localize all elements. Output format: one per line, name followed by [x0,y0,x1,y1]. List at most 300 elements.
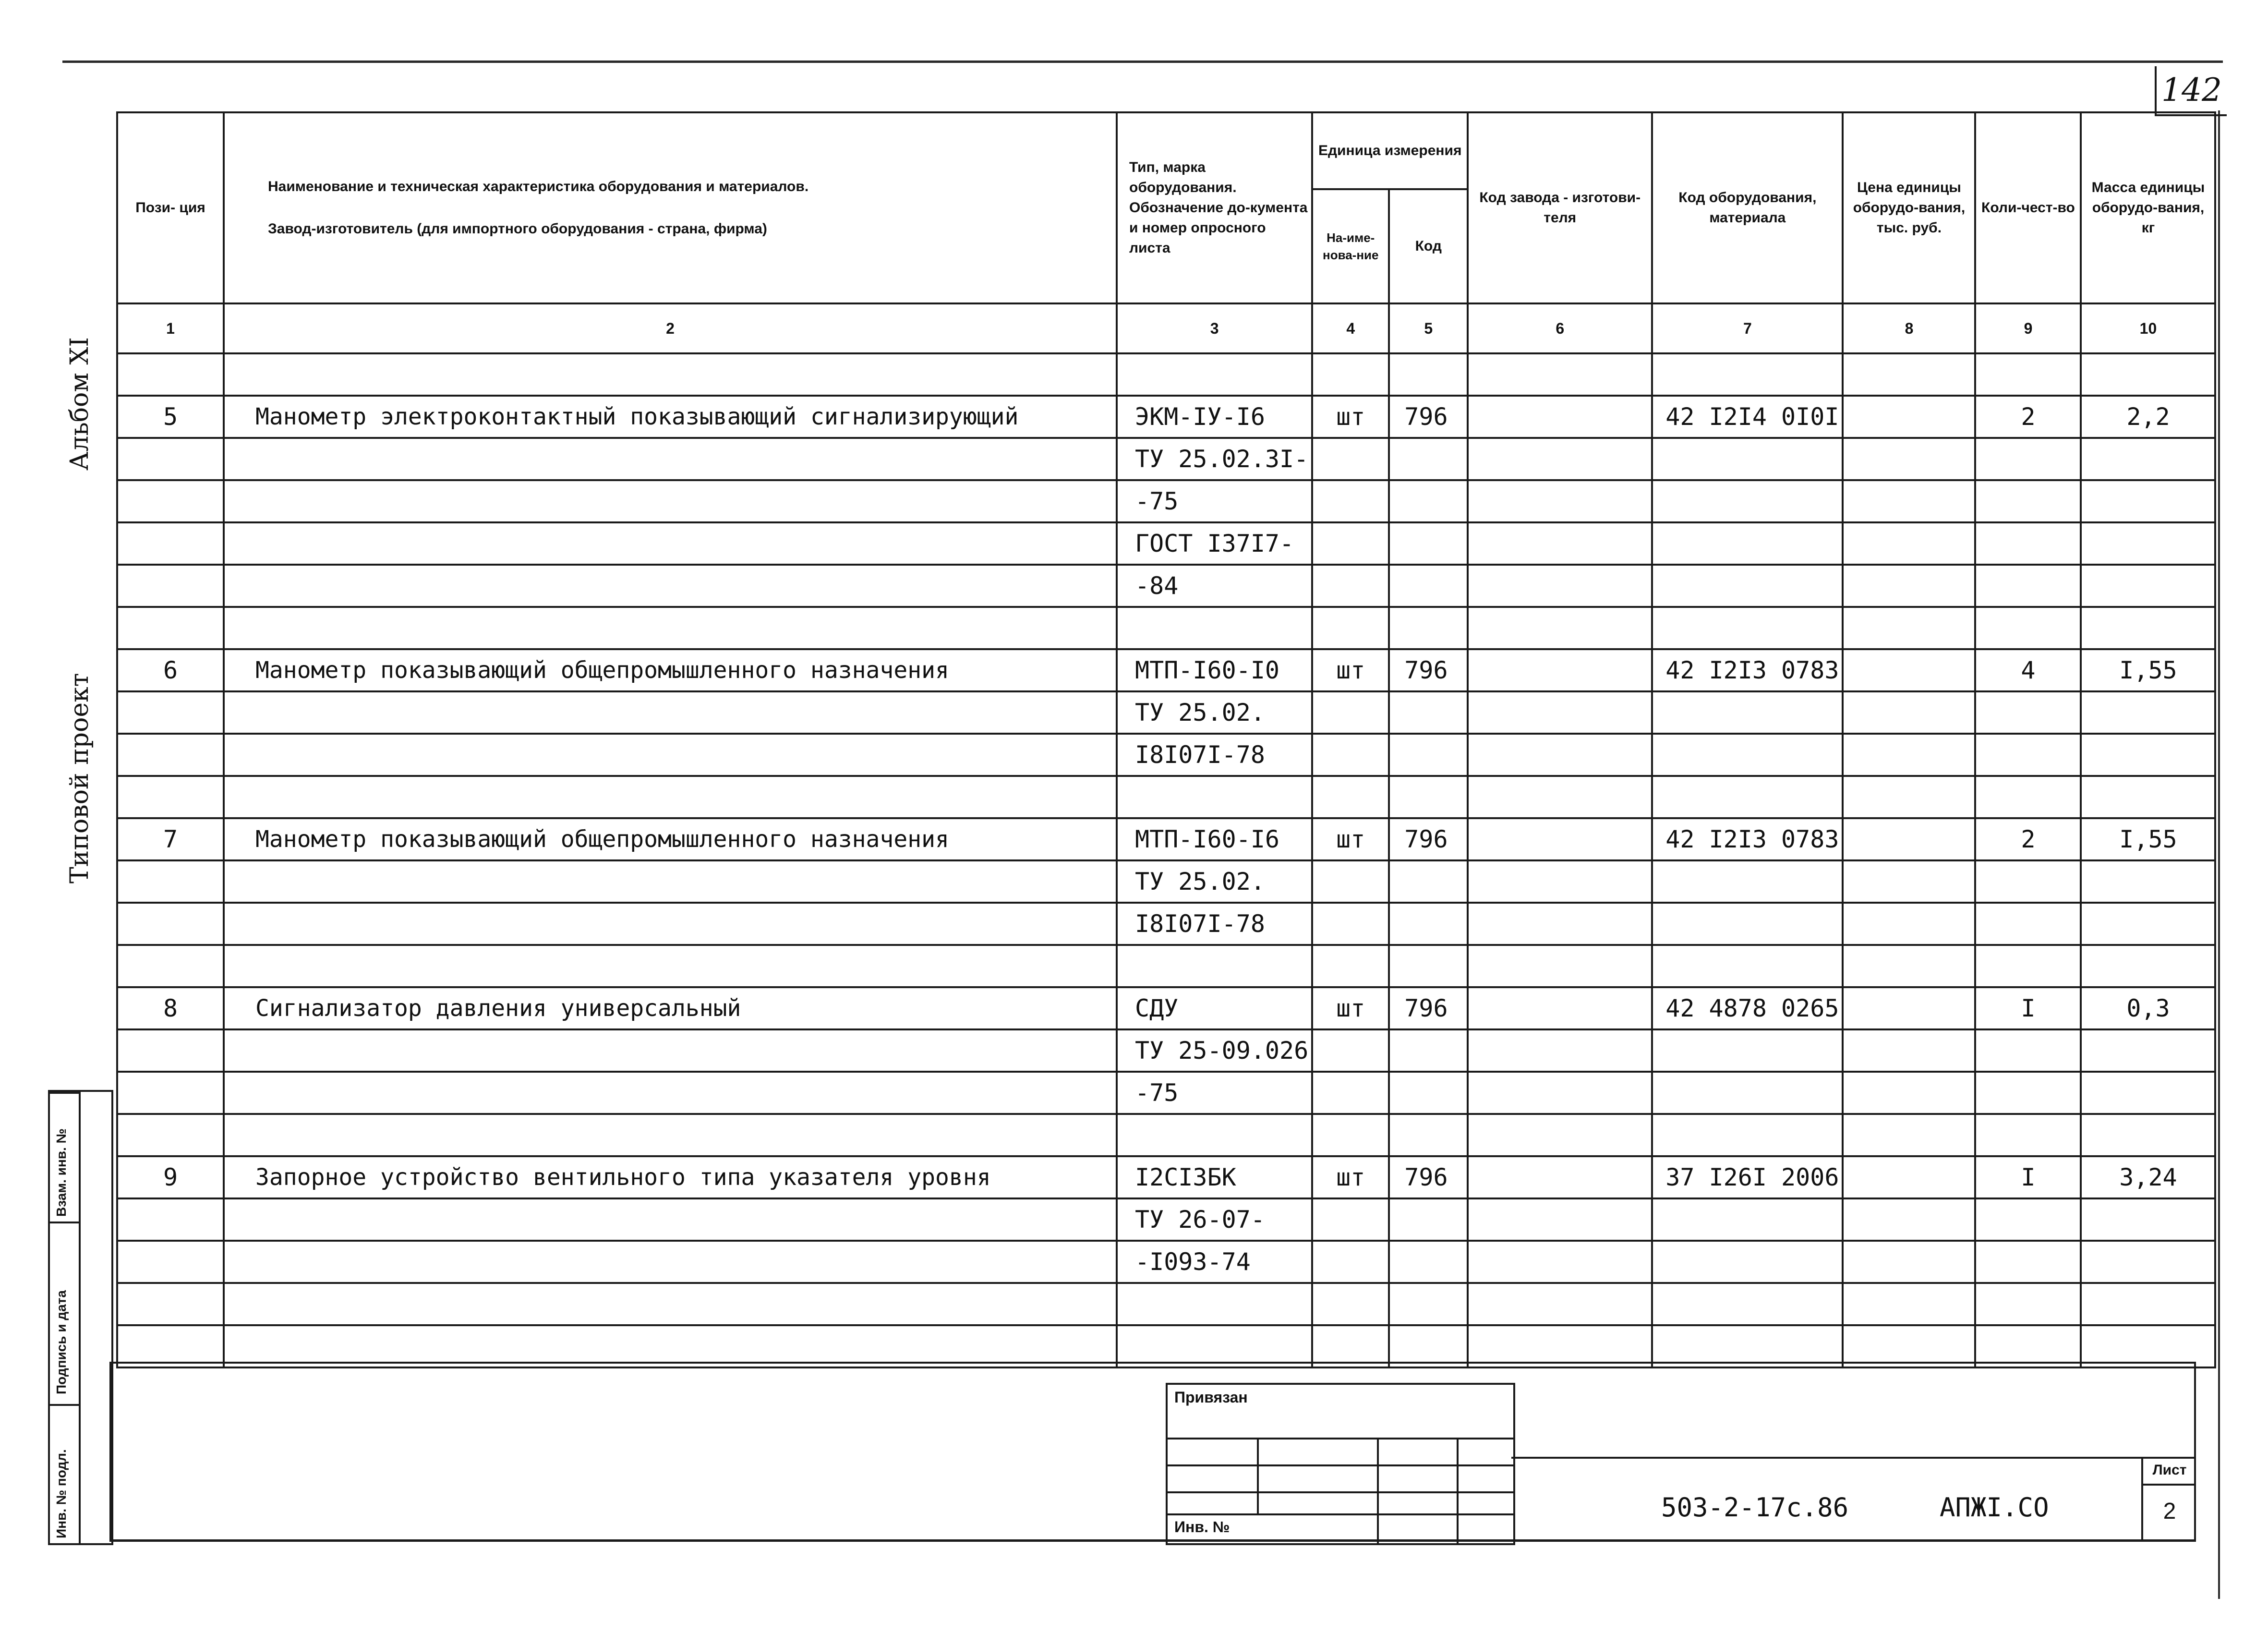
cell-manufacturer-code [1468,396,1652,438]
table-row [117,1283,2215,1325]
cell-price [1843,649,1975,691]
binding-grid-line [1457,1438,1459,1543]
header-price: Цена единицы оборудо-вания, тыс. руб. [1843,112,1975,303]
table-row [117,818,2215,860]
cell-material-code [1652,480,1843,522]
cell-type [1117,1325,1312,1367]
cell-position: 5 [117,396,224,438]
cell-unit-name [1312,734,1389,776]
cell-name [224,734,1117,776]
cell-quantity: 4 [1975,649,2081,691]
cell-unit-code [1389,565,1468,607]
cell-type [1117,945,1312,987]
cell-position [117,438,224,480]
cell-type: МТП-I60-I6 [1117,818,1312,860]
cell-type: I8I07I-78 [1117,734,1312,776]
table-row [117,1072,2215,1114]
cell-manufacturer-code [1468,1283,1652,1325]
cell-manufacturer-code [1468,1114,1652,1156]
cell-unit-code [1389,1325,1468,1367]
cell-unit-code: 796 [1389,818,1468,860]
binding-grid-line [1168,1491,1513,1493]
cell-quantity: 2 [1975,396,2081,438]
cell-position [117,353,224,396]
header-name-line2: Завод-изготовитель (для импортного оборудования - страна, фирма) [268,221,767,237]
cell-name [224,565,1117,607]
cell-price [1843,903,1975,945]
cell-unit-name [1312,1114,1389,1156]
cell-name [224,1114,1117,1156]
cell-unit-code [1389,776,1468,818]
cell-mass: I,55 [2081,818,2215,860]
cell-unit-code [1389,1283,1468,1325]
table-row [117,607,2215,649]
cell-material-code: 42 I2I4 0I0I [1652,396,1843,438]
cell-unit-name [1312,607,1389,649]
header-position: Пози- ция [117,112,224,303]
cell-name [224,945,1117,987]
cell-quantity [1975,776,2081,818]
cell-price [1843,1156,1975,1198]
cell-quantity [1975,1072,2081,1114]
column-number: 5 [1389,303,1468,353]
inventory-number-label: Инв. № [1174,1518,1230,1536]
cell-name [224,480,1117,522]
cell-material-code: 42 4878 0265 [1652,987,1843,1029]
cell-name [224,1325,1117,1367]
table-row [117,649,2215,691]
cell-unit-name [1312,945,1389,987]
cell-position: 7 [117,818,224,860]
cell-unit-code [1389,860,1468,903]
cell-type: ТУ 25.02. [1117,860,1312,903]
cell-position [117,1241,224,1283]
cell-mass [2081,1114,2215,1156]
table-row [117,860,2215,903]
cell-name [224,522,1117,565]
cell-type: ТУ 25.02.3I- [1117,438,1312,480]
top-frame-line [62,60,2223,63]
cell-unit-code [1389,1072,1468,1114]
cell-material-code [1652,353,1843,396]
cell-type: I8I07I-78 [1117,903,1312,945]
cell-unit-name: шт [1312,987,1389,1029]
header-name [224,112,1117,303]
cell-quantity [1975,438,2081,480]
cell-mass [2081,438,2215,480]
cell-unit-name [1312,522,1389,565]
cell-price [1843,1029,1975,1072]
left-stamp [48,1090,113,1545]
cell-position [117,565,224,607]
cell-mass [2081,1198,2215,1241]
binding-block [1166,1383,1515,1545]
cell-type [1117,607,1312,649]
cell-type [1117,776,1312,818]
table-row [117,480,2215,522]
header-unit-code: Код [1389,189,1468,303]
cell-quantity [1975,1114,2081,1156]
cell-price [1843,607,1975,649]
cell-price [1843,353,1975,396]
header-mass: Масса единицы оборудо-вания, кг [2081,112,2215,303]
cell-price [1843,860,1975,903]
cell-type: ТУ 25.02. [1117,691,1312,734]
cell-quantity [1975,691,2081,734]
cell-type: ТУ 26-07- [1117,1198,1312,1241]
cell-position: 8 [117,987,224,1029]
cell-mass [2081,607,2215,649]
stamp-signature-label: Подпись и дата [54,1290,69,1394]
table-row [117,1325,2215,1367]
cell-quantity [1975,1325,2081,1367]
cell-quantity [1975,1198,2081,1241]
cell-quantity [1975,522,2081,565]
cell-mass [2081,1325,2215,1367]
album-title: Альбом XI [65,337,94,471]
table-row [117,522,2215,565]
header-type: Тип, марка оборудования. Обозначение до-кумента и номер опросного листа [1117,112,1312,303]
cell-position [117,734,224,776]
binding-grid-line [1377,1438,1379,1543]
cell-mass: 3,24 [2081,1156,2215,1198]
cell-price [1843,1198,1975,1241]
document-mark: АПЖI.СО [1940,1492,2049,1523]
table-row [117,776,2215,818]
cell-unit-name [1312,1241,1389,1283]
title-block-left-line [109,1362,111,1541]
cell-name [224,438,1117,480]
cell-unit-code [1389,945,1468,987]
cell-quantity: 2 [1975,818,2081,860]
table-row [117,1029,2215,1072]
cell-material-code [1652,945,1843,987]
cell-unit-name [1312,903,1389,945]
cell-manufacturer-code [1468,1198,1652,1241]
title-block-top-line [109,1362,2196,1364]
table-row [117,1241,2215,1283]
cell-position [117,691,224,734]
cell-unit-name [1312,1029,1389,1072]
cell-price [1843,480,1975,522]
cell-quantity [1975,734,2081,776]
cell-manufacturer-code [1468,1325,1652,1367]
sheet-box [2141,1457,2196,1539]
column-number: 10 [2081,303,2215,353]
table-row [117,396,2215,438]
cell-name: Манометр показывающий общепромышленного назначения [224,649,1117,691]
cell-type: I2CI3БК [1117,1156,1312,1198]
column-number: 2 [224,303,1117,353]
sheet-number: 2 [2163,1499,2176,1524]
cell-unit-name [1312,860,1389,903]
column-number: 6 [1468,303,1652,353]
cell-name: Сигнализатор давления универсальный [224,987,1117,1029]
cell-name [224,1283,1117,1325]
cell-material-code: 42 I2I3 0783 [1652,818,1843,860]
cell-unit-code [1389,903,1468,945]
cell-name [224,903,1117,945]
stamp-divider [50,1222,79,1223]
binding-grid-line [1168,1438,1513,1439]
cell-unit-code: 796 [1389,987,1468,1029]
cell-unit-name [1312,565,1389,607]
cell-mass [2081,1283,2215,1325]
cell-unit-code [1389,1029,1468,1072]
cell-price [1843,945,1975,987]
cell-manufacturer-code [1468,649,1652,691]
header-unit-name: На-име-нова-ние [1312,189,1389,303]
document-code: 503-2-17с.86 [1661,1492,1849,1523]
frame-bottom-line [109,1539,2196,1542]
cell-manufacturer-code [1468,1241,1652,1283]
stamp-inventory-label: Инв. № подл. [54,1449,69,1538]
cell-manufacturer-code [1468,353,1652,396]
cell-unit-code [1389,1114,1468,1156]
cell-type: -I093-74 [1117,1241,1312,1283]
cell-manufacturer-code [1468,734,1652,776]
table-row [117,1198,2215,1241]
cell-manufacturer-code [1468,607,1652,649]
cell-price [1843,734,1975,776]
cell-unit-name: шт [1312,818,1389,860]
cell-material-code [1652,776,1843,818]
cell-unit-code [1389,607,1468,649]
cell-unit-name [1312,691,1389,734]
cell-price [1843,1283,1975,1325]
column-number: 4 [1312,303,1389,353]
cell-position [117,1198,224,1241]
cell-quantity [1975,903,2081,945]
cell-name [224,1029,1117,1072]
cell-unit-name [1312,438,1389,480]
cell-unit-name [1312,1283,1389,1325]
cell-manufacturer-code [1468,565,1652,607]
cell-position [117,945,224,987]
cell-type: -75 [1117,480,1312,522]
specification-table [116,111,2216,1368]
cell-mass [2081,945,2215,987]
stamp-ref-label: Взам. инв. № [54,1128,69,1217]
cell-material-code [1652,734,1843,776]
cell-mass [2081,1241,2215,1283]
cell-type: -75 [1117,1072,1312,1114]
cell-type: СДУ [1117,987,1312,1029]
cell-quantity [1975,1283,2081,1325]
cell-type [1117,1283,1312,1325]
cell-unit-name [1312,480,1389,522]
cell-material-code [1652,522,1843,565]
cell-mass [2081,565,2215,607]
cell-manufacturer-code [1468,438,1652,480]
cell-material-code [1652,860,1843,903]
cell-mass: 0,3 [2081,987,2215,1029]
cell-name [224,1072,1117,1114]
cell-price [1843,396,1975,438]
cell-material-code [1652,903,1843,945]
cell-type: ТУ 25-09.026 [1117,1029,1312,1072]
cell-price [1843,818,1975,860]
cell-mass: 2,2 [2081,396,2215,438]
cell-manufacturer-code [1468,860,1652,903]
cell-position: 9 [117,1156,224,1198]
cell-position [117,1072,224,1114]
cell-unit-code: 796 [1389,396,1468,438]
cell-quantity [1975,1241,2081,1283]
header-unit-group: Единица измерения [1312,112,1468,189]
cell-unit-name: шт [1312,649,1389,691]
cell-name [224,776,1117,818]
cell-manufacturer-code [1468,776,1652,818]
cell-mass [2081,903,2215,945]
cell-position [117,522,224,565]
title-strip-line [1511,1457,2196,1459]
cell-price [1843,987,1975,1029]
cell-price [1843,1114,1975,1156]
sheet-label: Лист [2143,1457,2196,1486]
table-row [117,438,2215,480]
cell-unit-name: шт [1312,1156,1389,1198]
cell-manufacturer-code [1468,987,1652,1029]
cell-mass [2081,1029,2215,1072]
cell-quantity [1975,1029,2081,1072]
cell-manufacturer-code [1468,1029,1652,1072]
header-quantity: Коли-чест-во [1975,112,2081,303]
cell-material-code: 37 I26I 2006 [1652,1156,1843,1198]
table-body [117,353,2215,1367]
table-row [117,734,2215,776]
column-number: 9 [1975,303,2081,353]
column-number-row [117,303,2215,353]
cell-price [1843,1072,1975,1114]
cell-unit-code [1389,522,1468,565]
cell-name: Манометр показывающий общепромышленного назначения [224,818,1117,860]
cell-manufacturer-code [1468,1156,1652,1198]
page-mark: 142 [2155,66,2227,116]
cell-name: Манометр электроконтактный показывающий сигнализирующий [224,396,1117,438]
header-name-line1: Наименование и техническая характеристика оборудования и материалов. [268,179,809,194]
table-row [117,987,2215,1029]
cell-material-code [1652,1114,1843,1156]
cell-name [224,353,1117,396]
cell-material-code [1652,1241,1843,1283]
table-row [117,691,2215,734]
cell-manufacturer-code [1468,818,1652,860]
cell-quantity [1975,945,2081,987]
cell-material-code [1652,565,1843,607]
header-material-code: Код оборудования, материала [1652,112,1843,303]
cell-name [224,1241,1117,1283]
cell-price [1843,522,1975,565]
column-number: 3 [1117,303,1312,353]
cell-material-code [1652,1198,1843,1241]
cell-material-code: 42 I2I3 0783 [1652,649,1843,691]
cell-material-code [1652,1072,1843,1114]
cell-position [117,860,224,903]
cell-unit-code [1389,734,1468,776]
binding-label: Привязан [1174,1389,1248,1406]
cell-material-code [1652,607,1843,649]
cell-mass [2081,1072,2215,1114]
cell-mass [2081,734,2215,776]
cell-position [117,1283,224,1325]
cell-mass [2081,522,2215,565]
binding-grid-line [1168,1464,1513,1466]
cell-name: Запорное устройство вентильного типа указателя уровня [224,1156,1117,1198]
cell-unit-code [1389,480,1468,522]
cell-price [1843,776,1975,818]
cell-position [117,776,224,818]
cell-mass [2081,480,2215,522]
cell-unit-code: 796 [1389,1156,1468,1198]
cell-unit-name [1312,776,1389,818]
cell-position [117,903,224,945]
cell-material-code [1652,1029,1843,1072]
cell-type [1117,353,1312,396]
cell-price [1843,565,1975,607]
project-title: Типовой проект [65,673,94,883]
cell-mass [2081,860,2215,903]
cell-unit-name [1312,1072,1389,1114]
cell-quantity: I [1975,987,2081,1029]
table-row [117,353,2215,396]
table-row [117,945,2215,987]
column-number: 7 [1652,303,1843,353]
column-number: 8 [1843,303,1975,353]
cell-type: -84 [1117,565,1312,607]
cell-quantity [1975,353,2081,396]
table-row [117,565,2215,607]
cell-material-code [1652,1283,1843,1325]
cell-type: МТП-I60-I0 [1117,649,1312,691]
cell-mass [2081,691,2215,734]
cell-unit-code [1389,1198,1468,1241]
binding-grid-line [1168,1513,1513,1515]
cell-unit-name [1312,353,1389,396]
cell-type [1117,1114,1312,1156]
cell-unit-code [1389,1241,1468,1283]
cell-unit-name [1312,1198,1389,1241]
cell-manufacturer-code [1468,522,1652,565]
cell-price [1843,1325,1975,1367]
cell-name [224,691,1117,734]
cell-position [117,480,224,522]
cell-unit-code [1389,438,1468,480]
cell-manufacturer-code [1468,1072,1652,1114]
cell-material-code [1652,438,1843,480]
cell-position: 6 [117,649,224,691]
cell-quantity [1975,565,2081,607]
cell-mass: I,55 [2081,649,2215,691]
cell-position [117,1029,224,1072]
cell-name [224,1198,1117,1241]
cell-unit-code [1389,691,1468,734]
stamp-divider [50,1404,79,1406]
cell-unit-name [1312,1325,1389,1367]
header-manufacturer-code: Код завода - изготови-теля [1468,112,1652,303]
cell-type: ЭКМ-IУ-I6 [1117,396,1312,438]
cell-unit-name: шт [1312,396,1389,438]
cell-price [1843,691,1975,734]
cell-mass [2081,353,2215,396]
cell-quantity [1975,860,2081,903]
cell-quantity: I [1975,1156,2081,1198]
cell-manufacturer-code [1468,691,1652,734]
cell-material-code [1652,1325,1843,1367]
table-row [117,903,2215,945]
cell-position [117,1114,224,1156]
cell-price [1843,1241,1975,1283]
